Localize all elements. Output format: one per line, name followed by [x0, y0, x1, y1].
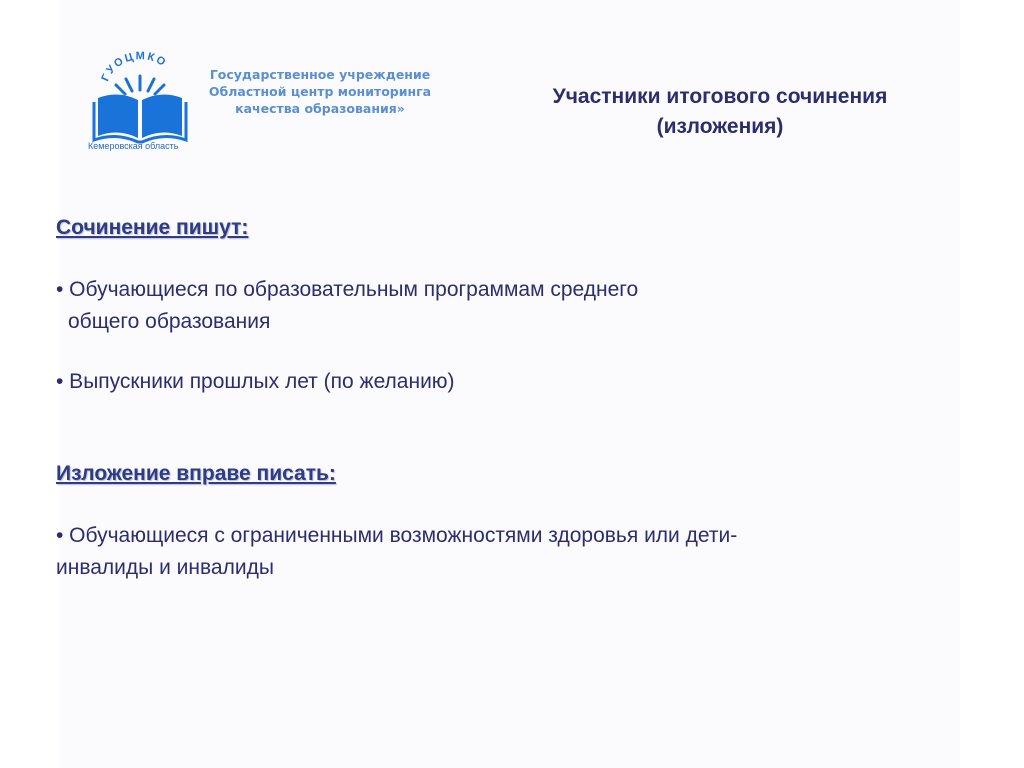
list-item [56, 366, 455, 398]
section-heading-presentation: Изложение вправе писать: [56, 462, 336, 485]
section-heading-essay: Сочинение пишут: [56, 216, 249, 239]
organization-name-line1: Государственное учреждение [209, 67, 431, 82]
svg-text:ГУОЦМКО [100, 50, 169, 83]
organization-name [200, 66, 440, 117]
slide-title-line2: (изложения) [656, 115, 784, 138]
list-item-line1: • Выпускники прошлых лет (по желанию) [56, 370, 455, 393]
logo-region-label: Кемеровская область [88, 141, 179, 151]
slide-title-line1: Участники итогового сочинения [552, 85, 888, 108]
list-item-line2: инвалиды и инвалиды [56, 556, 274, 579]
list-item [56, 520, 737, 584]
organization-name-line3: качества образования» [235, 101, 405, 116]
logo-arc-text [100, 44, 180, 84]
slide-title [500, 82, 940, 142]
list-item-line1: • Обучающиеся с ограниченными возможностями здоровья или дети- [56, 524, 738, 547]
organization-name-line2: Областной центр мониторинга [208, 84, 432, 99]
logo-arc-label: ГУОЦМКО [100, 50, 170, 84]
list-item [56, 274, 638, 338]
list-item-line2: общего образования [68, 310, 271, 333]
list-item-line1: • Обучающиеся по образовательным программам среднего [56, 278, 639, 301]
